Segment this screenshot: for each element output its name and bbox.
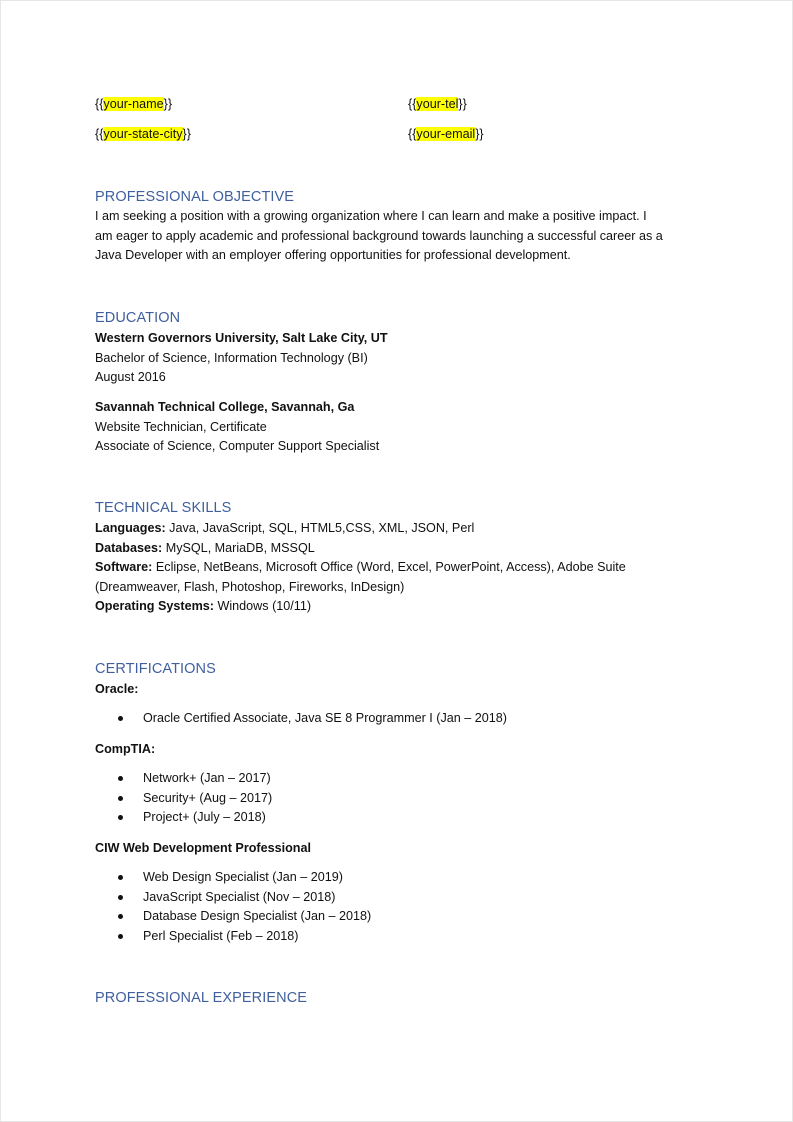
education-entry [95, 398, 705, 457]
list-item [95, 808, 272, 828]
cert-item-label: Project+ (July – 2018) [143, 810, 266, 825]
list-item [95, 709, 507, 729]
education-heading: EDUCATION [95, 310, 181, 326]
brace-close: }} [458, 97, 467, 111]
name-field: your-name [103, 97, 164, 111]
brace-close: }} [182, 127, 191, 141]
cert-item-label: Security+ (Aug – 2017) [143, 790, 273, 805]
skill-value: Windows (10/11) [213, 599, 312, 613]
cert-item-label: Web Design Specialist (Jan – 2019) [143, 870, 343, 884]
education-entry [95, 329, 705, 388]
degree-line: Website Technician, Certificate [95, 419, 267, 434]
skills-software [95, 558, 715, 578]
skill-label: Software: [95, 560, 153, 574]
bullet-icon [118, 796, 123, 801]
list-item [95, 789, 272, 809]
cert-list-oracle [95, 709, 507, 729]
brace-open: {{ [408, 127, 417, 141]
cert-item-label: Database Design Specialist (Jan – 2018) [143, 909, 372, 924]
objective-line: I am seeking a position with a growing organization where I can learn and make a positive impact. I [95, 209, 647, 223]
skill-label: Operating Systems: [95, 599, 214, 613]
cert-item-label: Oracle Certified Associate, Java SE 8 Programmer I (Jan – 2018) [143, 711, 507, 725]
objective-line: Java Developer with an employer offering opportunities for professional development. [95, 248, 571, 262]
objective-text [95, 207, 705, 266]
brace-open: {{ [408, 97, 417, 111]
tel-placeholder [408, 95, 467, 115]
school-name: Western Governors University, Salt Lake City, UT [95, 331, 388, 345]
brace-open: {{ [95, 127, 104, 141]
list-item [95, 888, 371, 908]
list-item [95, 907, 371, 927]
bullet-icon [118, 776, 123, 781]
skill-label: Languages: [95, 521, 166, 535]
skills-list [95, 519, 715, 617]
bullet-icon [118, 875, 123, 880]
bullet-icon [118, 815, 123, 820]
bullet-icon [118, 716, 123, 721]
state-city-field: your-state-city [103, 127, 183, 141]
degree-line: Bachelor of Science, Information Technology (BI) [95, 350, 368, 365]
list-item [95, 769, 272, 789]
tel-field: your-tel [416, 97, 459, 111]
cert-item-label: Network+ (Jan – 2017) [143, 771, 271, 785]
experience-heading: PROFESSIONAL EXPERIENCE [95, 990, 308, 1006]
brace-close: }} [163, 97, 173, 111]
bullet-icon [118, 934, 123, 939]
skill-value: MySQL, MariaDB, MSSQL [162, 540, 315, 555]
cert-group-name: Oracle: [95, 682, 139, 696]
date-line: August 2016 [95, 370, 166, 384]
skills-languages [95, 519, 715, 539]
skills-os [95, 597, 715, 617]
skills-heading: TECHNICAL SKILLS [95, 500, 232, 516]
cert-group-name: CompTIA: [95, 742, 156, 756]
certifications-heading: CERTIFICATIONS [95, 661, 216, 677]
brace-open: {{ [95, 97, 104, 111]
skill-value: Java, JavaScript, SQL, HTML5,CSS, XML, JSON, Perl [165, 521, 475, 535]
cert-item-label: Perl Specialist (Feb – 2018) [143, 928, 299, 943]
cert-list-comptia [95, 769, 272, 828]
email-placeholder [408, 125, 484, 145]
school-name: Savannah Technical College, Savannah, Ga [95, 400, 355, 414]
bullet-icon [118, 895, 123, 900]
degree-line: Associate of Science, Computer Support Specialist [95, 439, 380, 453]
list-item [95, 868, 371, 888]
state-city-placeholder [95, 125, 191, 145]
brace-close: }} [475, 127, 484, 141]
cert-list-ciw [95, 868, 371, 946]
skill-label: Databases: [95, 540, 163, 555]
email-field: your-email [416, 127, 476, 141]
list-item [95, 927, 371, 947]
skills-software-continued: (Dreamweaver, Flash, Photoshop, Fireworks, InDesign) [95, 579, 405, 594]
name-placeholder [95, 95, 172, 115]
bullet-icon [118, 914, 123, 919]
skills-databases [95, 539, 715, 559]
cert-group-name: CIW Web Development Professional [95, 841, 311, 855]
cert-item-label: JavaScript Specialist (Nov – 2018) [143, 889, 336, 904]
skill-value: Eclipse, NetBeans, Microsoft Office (Word, Excel, PowerPoint, Access), Adobe Suite [152, 560, 626, 574]
objective-line: am eager to apply academic and professional background towards launching a successful career as a [95, 228, 663, 243]
objective-heading: PROFESSIONAL OBJECTIVE [95, 189, 295, 205]
